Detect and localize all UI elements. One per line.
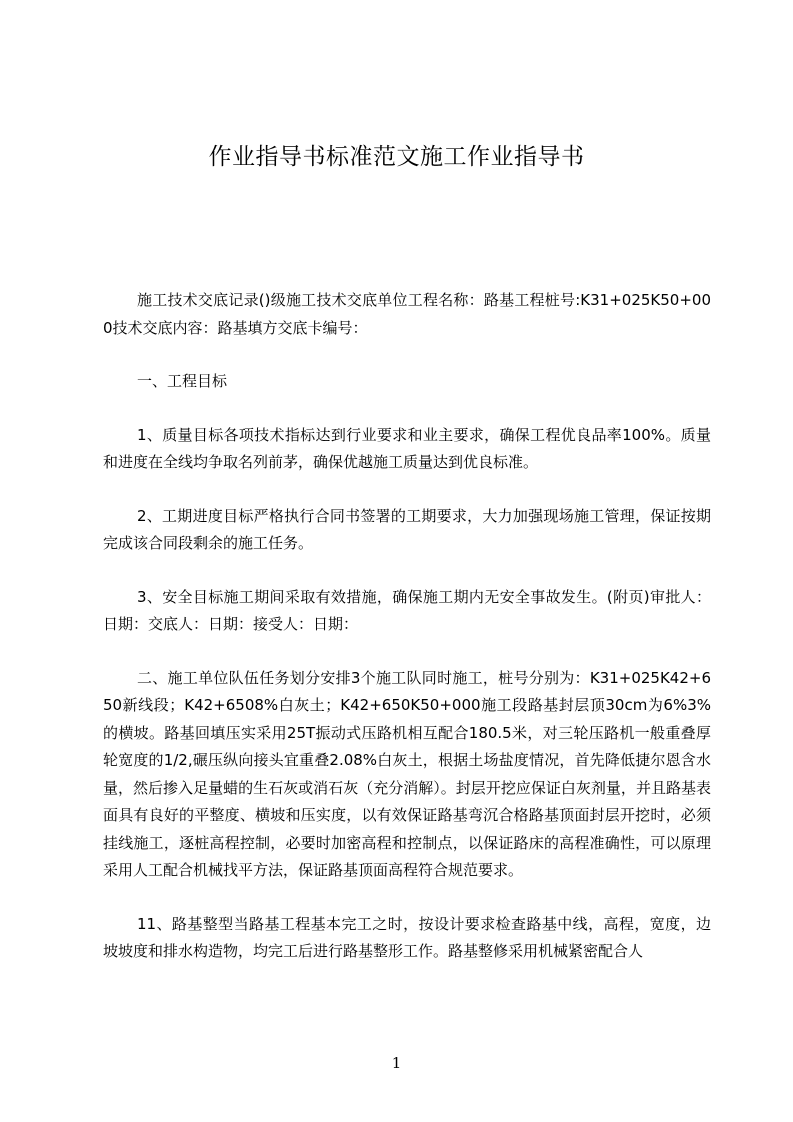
paragraph-disclosure-record: 施工技术交底记录()级施工技术交底单位工程名称：路基工程桩号:K31+025K50+000技术交底内容：路基填方交底卡编号： bbox=[103, 291, 711, 337]
paragraph-team-assignment: 二、施工单位队伍任务划分安排3个施工队同时施工，桩号分别为：K31+025K42+650新线段；K42+6508%白灰土；K42+650K50+000施工段路基封层顶30cm为6%3%的横坡。路基回填压实采用25T振动式压路机相互配合180.5米，对三轮压路机一般重叠厚轮宽度的1/2,碾压纵向接头宜重叠2.08%白灰土，根据土场盐度情况，首先降低捷尔恩含水量，然后掺入足量蜡的生石灰或消石灰（充分消解）。封层开挖应保证白灰剂量，并且路基表面具有良好的平整度、横坡和压实度，以有效保证路基弯沉合格路基顶面封层开挖时，必须挂线施工，逐桩高程控制，必要时加密高程和控制点，以保证路床的高程准确性，可以原理采用人工配合机械找平方法，保证路基顶面高程符合规范要求。 bbox=[103, 668, 711, 879]
paragraph-subgrade-shaping: 11、路基整型当路基工程基本完工之时，按设计要求检查路基中线，高程，宽度，边坡坡度和排水构造物，均完工后进行路基整形工作。路基整修采用机械紧密配合人 bbox=[103, 914, 711, 960]
paragraph-schedule-goal: 2、工期进度目标严格执行合同书签署的工期要求，大力加强现场施工管理，保证按期完成该合同段剩余的施工任务。 bbox=[103, 506, 711, 552]
paragraph-quality-goal: 1、质量目标各项技术指标达到行业要求和业主要求，确保工程优良品率100%。质量和进度在全线均争取名列前茅，确保优越施工质量达到优良标准。 bbox=[103, 425, 711, 471]
document-title: 作业指导书标准范文施工作业指导书 bbox=[208, 144, 585, 170]
document-body bbox=[103, 287, 711, 992]
paragraph-safety-goal: 3、安全目标施工期间采取有效措施，确保施工期内无安全事故发生。(附页)审批人：日期：交底人：日期：接受人：日期： bbox=[103, 587, 711, 633]
page-number: 1 bbox=[391, 1054, 402, 1072]
section-heading-project-goals: 一、工程目标 bbox=[137, 372, 228, 390]
